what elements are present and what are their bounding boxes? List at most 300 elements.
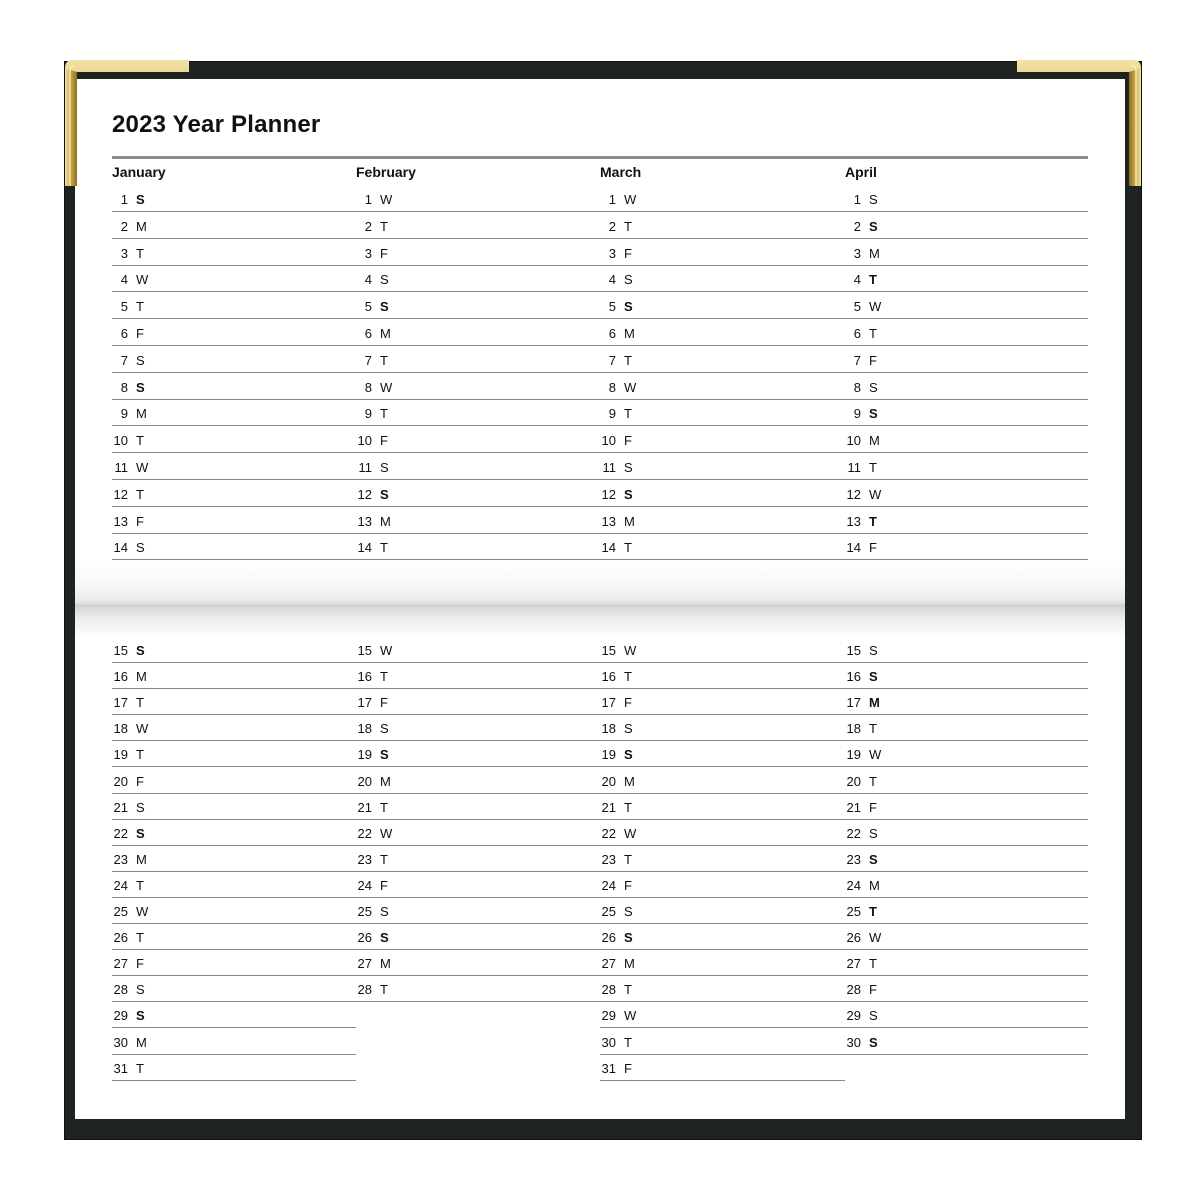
day-number: 14 xyxy=(601,540,616,556)
day-row xyxy=(845,715,1088,741)
day-row xyxy=(356,637,600,663)
day-number: 3 xyxy=(608,245,616,261)
weekday-letter: S xyxy=(624,721,633,737)
day-row xyxy=(356,374,600,400)
day-number: 17 xyxy=(113,695,128,711)
day-number: 2 xyxy=(120,218,128,234)
day-number: 27 xyxy=(357,956,372,972)
title-rule xyxy=(112,156,1088,159)
day-row xyxy=(356,240,600,266)
month-header-january: January xyxy=(112,164,166,180)
weekday-letter: T xyxy=(624,1034,632,1050)
day-row xyxy=(356,741,600,767)
day-row xyxy=(112,637,356,663)
day-row xyxy=(356,427,600,453)
day-row xyxy=(845,534,1088,560)
weekday-letter: W xyxy=(380,192,393,207)
day-number: 6 xyxy=(853,326,861,341)
day-number: 25 xyxy=(601,904,616,919)
day-row xyxy=(600,820,845,846)
weekday-letter: M xyxy=(136,1034,147,1050)
day-row xyxy=(600,741,845,767)
weekday-letter: M xyxy=(380,513,391,529)
weekday-letter: S xyxy=(869,851,878,867)
day-row xyxy=(845,768,1088,794)
day-row xyxy=(112,293,356,319)
day-number: 12 xyxy=(601,486,616,502)
day-number: 18 xyxy=(113,721,128,737)
day-row xyxy=(112,240,356,266)
day-row xyxy=(356,950,600,976)
day-row xyxy=(112,347,356,373)
day-row xyxy=(112,320,356,346)
weekday-letter: S xyxy=(624,904,633,919)
day-row xyxy=(845,481,1088,507)
day-row xyxy=(600,481,845,507)
weekday-letter: W xyxy=(624,643,637,658)
weekday-letter: T xyxy=(136,245,144,261)
day-row xyxy=(845,186,1088,212)
day-number: 24 xyxy=(357,877,372,893)
day-row xyxy=(356,872,600,898)
day-row xyxy=(356,320,600,346)
day-row xyxy=(112,454,356,480)
weekday-letter: T xyxy=(624,218,632,234)
day-number: 14 xyxy=(846,540,861,556)
day-number: 11 xyxy=(847,460,861,475)
weekday-letter: S xyxy=(380,486,389,502)
weekday-letter: M xyxy=(624,773,635,789)
day-number: 15 xyxy=(357,643,372,658)
day-row xyxy=(600,347,845,373)
weekday-letter: S xyxy=(624,930,633,946)
day-row xyxy=(845,820,1088,846)
day-number: 8 xyxy=(364,379,372,395)
day-number: 19 xyxy=(113,747,128,763)
day-row xyxy=(356,400,600,426)
day-row xyxy=(356,820,600,846)
weekday-letter: S xyxy=(136,540,145,556)
day-number: 16 xyxy=(846,669,861,685)
day-row xyxy=(845,637,1088,663)
weekday-letter: M xyxy=(136,218,147,234)
day-row xyxy=(356,663,600,689)
day-row xyxy=(845,846,1088,872)
day-row xyxy=(600,427,845,453)
month-header-april: April xyxy=(845,164,877,180)
day-number: 5 xyxy=(364,299,372,315)
day-row xyxy=(600,976,845,1002)
day-number: 8 xyxy=(853,379,861,395)
weekday-letter: T xyxy=(136,877,144,893)
weekday-letter: S xyxy=(624,747,633,763)
day-row xyxy=(600,950,845,976)
day-number: 18 xyxy=(357,721,372,737)
planner-title: 2023 Year Planner xyxy=(112,111,321,138)
day-number: 28 xyxy=(601,982,616,998)
day-row xyxy=(356,347,600,373)
day-row xyxy=(112,400,356,426)
day-number: 20 xyxy=(113,773,128,789)
weekday-letter: S xyxy=(869,1008,878,1024)
day-row xyxy=(112,534,356,560)
day-number: 10 xyxy=(601,433,616,449)
day-number: 28 xyxy=(113,982,128,998)
weekday-letter: M xyxy=(869,433,880,449)
day-row xyxy=(600,663,845,689)
weekday-letter: W xyxy=(624,825,637,841)
day-row xyxy=(845,320,1088,346)
day-row xyxy=(600,1055,845,1081)
weekday-letter: T xyxy=(869,460,877,475)
day-number: 25 xyxy=(113,904,128,919)
weekday-letter: S xyxy=(136,192,145,207)
weekday-letter: M xyxy=(136,669,147,685)
day-row xyxy=(112,898,356,924)
weekday-letter: T xyxy=(136,299,144,315)
day-row xyxy=(600,240,845,266)
weekday-letter: W xyxy=(624,1008,637,1024)
day-number: 17 xyxy=(601,695,616,711)
day-number: 22 xyxy=(357,825,372,841)
weekday-letter: S xyxy=(624,299,633,315)
day-row xyxy=(845,872,1088,898)
weekday-letter: T xyxy=(624,851,632,867)
day-number: 7 xyxy=(608,352,616,368)
day-row xyxy=(112,427,356,453)
day-number: 13 xyxy=(601,513,616,529)
day-number: 5 xyxy=(608,299,616,315)
weekday-letter: S xyxy=(380,721,389,737)
weekday-letter: T xyxy=(869,513,877,529)
weekday-letter: S xyxy=(869,825,878,841)
day-row xyxy=(600,924,845,950)
weekday-letter: S xyxy=(869,1034,878,1050)
day-number: 13 xyxy=(846,513,861,529)
weekday-letter: S xyxy=(380,747,389,763)
day-number: 23 xyxy=(357,851,372,867)
day-number: 6 xyxy=(364,326,372,341)
day-number: 20 xyxy=(846,773,861,789)
day-row xyxy=(600,186,845,212)
gold-corner-top-right xyxy=(1017,58,1145,186)
weekday-letter: S xyxy=(136,643,145,658)
day-number: 9 xyxy=(608,406,616,422)
day-row xyxy=(600,213,845,239)
weekday-letter: T xyxy=(624,982,632,998)
day-number: 9 xyxy=(120,406,128,422)
day-number: 5 xyxy=(853,299,861,315)
day-number: 4 xyxy=(364,272,372,288)
weekday-letter: M xyxy=(624,326,635,341)
weekday-letter: S xyxy=(869,218,878,234)
weekday-letter: M xyxy=(380,326,391,341)
day-row xyxy=(356,534,600,560)
day-row xyxy=(356,768,600,794)
weekday-letter: T xyxy=(136,486,144,502)
weekday-letter: S xyxy=(624,272,633,288)
day-number: 2 xyxy=(853,218,861,234)
weekday-letter: W xyxy=(869,299,882,315)
day-row xyxy=(600,374,845,400)
weekday-letter: W xyxy=(380,643,393,658)
weekday-letter: F xyxy=(380,877,388,893)
day-number: 16 xyxy=(113,669,128,685)
day-row xyxy=(845,976,1088,1002)
day-row xyxy=(845,950,1088,976)
day-row xyxy=(845,1029,1088,1055)
day-row xyxy=(356,976,600,1002)
day-number: 6 xyxy=(120,326,128,341)
weekday-letter: F xyxy=(624,877,632,893)
day-number: 3 xyxy=(120,245,128,261)
day-row xyxy=(845,240,1088,266)
day-row xyxy=(845,374,1088,400)
day-number: 19 xyxy=(846,747,861,763)
day-row xyxy=(112,924,356,950)
weekday-letter: T xyxy=(136,1060,144,1076)
day-row xyxy=(600,637,845,663)
day-row xyxy=(356,454,600,480)
day-row xyxy=(356,846,600,872)
month-header-february: February xyxy=(356,164,416,180)
day-row xyxy=(845,741,1088,767)
day-row xyxy=(845,266,1088,292)
day-number: 22 xyxy=(601,825,616,841)
day-row xyxy=(112,872,356,898)
day-number: 31 xyxy=(601,1060,616,1076)
day-row xyxy=(845,898,1088,924)
weekday-letter: F xyxy=(136,956,144,972)
day-number: 19 xyxy=(601,747,616,763)
weekday-letter: T xyxy=(136,695,144,711)
day-row xyxy=(356,898,600,924)
day-number: 28 xyxy=(846,982,861,998)
day-number: 26 xyxy=(601,930,616,946)
weekday-letter: T xyxy=(136,930,144,946)
day-row xyxy=(112,715,356,741)
weekday-letter: T xyxy=(624,406,632,422)
weekday-letter: T xyxy=(380,851,388,867)
day-number: 24 xyxy=(601,877,616,893)
day-row xyxy=(845,689,1088,715)
day-number: 9 xyxy=(853,406,861,422)
day-row xyxy=(112,1055,356,1081)
weekday-letter: M xyxy=(380,773,391,789)
weekday-letter: T xyxy=(380,982,388,998)
weekday-letter: F xyxy=(624,695,632,711)
weekday-letter: F xyxy=(380,433,388,449)
weekday-letter: F xyxy=(136,326,144,341)
day-row xyxy=(356,794,600,820)
day-number: 21 xyxy=(601,799,616,815)
weekday-letter: S xyxy=(136,799,145,815)
day-row xyxy=(845,663,1088,689)
day-row xyxy=(112,374,356,400)
day-number: 6 xyxy=(608,326,616,341)
weekday-letter: W xyxy=(380,825,393,841)
weekday-letter: S xyxy=(624,460,633,475)
day-row xyxy=(112,481,356,507)
weekday-letter: T xyxy=(380,218,388,234)
day-row xyxy=(112,820,356,846)
day-number: 7 xyxy=(364,352,372,368)
day-number: 26 xyxy=(846,930,861,946)
weekday-letter: W xyxy=(136,904,149,919)
day-row xyxy=(356,293,600,319)
day-row xyxy=(600,400,845,426)
weekday-letter: T xyxy=(624,352,632,368)
day-number: 15 xyxy=(846,643,861,658)
day-row xyxy=(112,741,356,767)
day-number: 20 xyxy=(357,773,372,789)
weekday-letter: F xyxy=(624,1060,632,1076)
day-row xyxy=(112,186,356,212)
weekday-letter: F xyxy=(624,433,632,449)
weekday-letter: S xyxy=(380,904,389,919)
day-number: 12 xyxy=(846,486,861,502)
weekday-letter: W xyxy=(136,272,149,288)
day-number: 18 xyxy=(601,721,616,737)
weekday-letter: W xyxy=(869,930,882,946)
day-number: 9 xyxy=(364,406,372,422)
day-row xyxy=(356,924,600,950)
day-row xyxy=(600,898,845,924)
weekday-letter: M xyxy=(624,956,635,972)
day-row xyxy=(112,846,356,872)
weekday-letter: T xyxy=(380,540,388,556)
weekday-letter: F xyxy=(869,799,877,815)
day-row xyxy=(356,689,600,715)
day-number: 22 xyxy=(113,825,128,841)
day-number: 30 xyxy=(113,1034,128,1050)
day-number: 26 xyxy=(357,930,372,946)
day-row xyxy=(845,508,1088,534)
day-row xyxy=(600,872,845,898)
weekday-letter: T xyxy=(136,433,144,449)
day-row xyxy=(356,508,600,534)
day-number: 2 xyxy=(364,218,372,234)
day-number: 5 xyxy=(120,299,128,315)
weekday-letter: S xyxy=(136,1008,145,1024)
weekday-letter: S xyxy=(380,299,389,315)
weekday-letter: T xyxy=(624,540,632,556)
day-number: 21 xyxy=(113,799,128,815)
weekday-letter: S xyxy=(869,379,878,395)
month-header-march: March xyxy=(600,164,642,180)
weekday-letter: M xyxy=(869,245,880,261)
weekday-letter: W xyxy=(380,379,393,395)
day-row xyxy=(600,794,845,820)
day-row xyxy=(600,293,845,319)
day-number: 14 xyxy=(357,540,372,556)
weekday-letter: W xyxy=(624,379,637,395)
weekday-letter: S xyxy=(136,825,145,841)
day-number: 23 xyxy=(113,851,128,867)
day-row xyxy=(112,1029,356,1055)
day-number: 31 xyxy=(113,1060,128,1076)
day-row xyxy=(600,689,845,715)
day-number: 8 xyxy=(608,379,616,395)
weekday-letter: S xyxy=(136,352,145,368)
weekday-letter: F xyxy=(869,982,877,998)
day-row xyxy=(356,715,600,741)
weekday-letter: T xyxy=(869,773,877,789)
weekday-letter: F xyxy=(624,245,632,261)
weekday-letter: S xyxy=(869,192,878,207)
day-row xyxy=(600,454,845,480)
day-row xyxy=(356,186,600,212)
day-number: 11 xyxy=(602,460,616,475)
day-number: 28 xyxy=(357,982,372,998)
day-number: 2 xyxy=(608,218,616,234)
day-row xyxy=(600,715,845,741)
day-row xyxy=(845,1002,1088,1028)
weekday-letter: T xyxy=(869,956,877,972)
day-number: 1 xyxy=(608,192,616,207)
weekday-letter: T xyxy=(380,799,388,815)
day-row xyxy=(845,293,1088,319)
day-row xyxy=(600,1002,845,1028)
day-number: 10 xyxy=(113,433,128,449)
weekday-letter: W xyxy=(869,747,882,763)
weekday-letter: T xyxy=(624,799,632,815)
day-number: 27 xyxy=(601,956,616,972)
weekday-letter: M xyxy=(869,695,880,711)
day-row xyxy=(845,454,1088,480)
weekday-letter: S xyxy=(380,272,389,288)
day-number: 23 xyxy=(846,851,861,867)
day-row xyxy=(845,794,1088,820)
day-row xyxy=(600,534,845,560)
weekday-letter: T xyxy=(869,272,877,288)
day-number: 24 xyxy=(846,877,861,893)
day-row xyxy=(845,427,1088,453)
weekday-letter: S xyxy=(380,460,389,475)
day-row xyxy=(112,768,356,794)
weekday-letter: F xyxy=(869,540,877,556)
day-number: 10 xyxy=(357,433,372,449)
day-row xyxy=(112,976,356,1002)
weekday-letter: F xyxy=(380,245,388,261)
day-row xyxy=(112,1002,356,1028)
day-number: 15 xyxy=(113,643,128,658)
weekday-letter: W xyxy=(136,721,149,737)
weekday-letter: S xyxy=(380,930,389,946)
weekday-letter: F xyxy=(136,513,144,529)
day-number: 27 xyxy=(846,956,861,972)
day-number: 16 xyxy=(601,669,616,685)
day-row xyxy=(600,846,845,872)
day-number: 12 xyxy=(113,486,128,502)
weekday-letter: M xyxy=(136,406,147,422)
weekday-letter: S xyxy=(136,982,145,998)
day-row xyxy=(112,508,356,534)
day-row xyxy=(845,924,1088,950)
weekday-letter: F xyxy=(380,695,388,711)
day-number: 25 xyxy=(846,904,861,919)
weekday-letter: M xyxy=(624,513,635,529)
weekday-letter: T xyxy=(869,721,877,737)
day-number: 21 xyxy=(357,799,372,815)
weekday-letter: M xyxy=(136,851,147,867)
day-number: 1 xyxy=(364,192,372,207)
weekday-letter: S xyxy=(869,669,878,685)
day-number: 23 xyxy=(601,851,616,867)
day-number: 4 xyxy=(853,272,861,288)
day-number: 11 xyxy=(358,460,372,475)
day-row xyxy=(112,266,356,292)
